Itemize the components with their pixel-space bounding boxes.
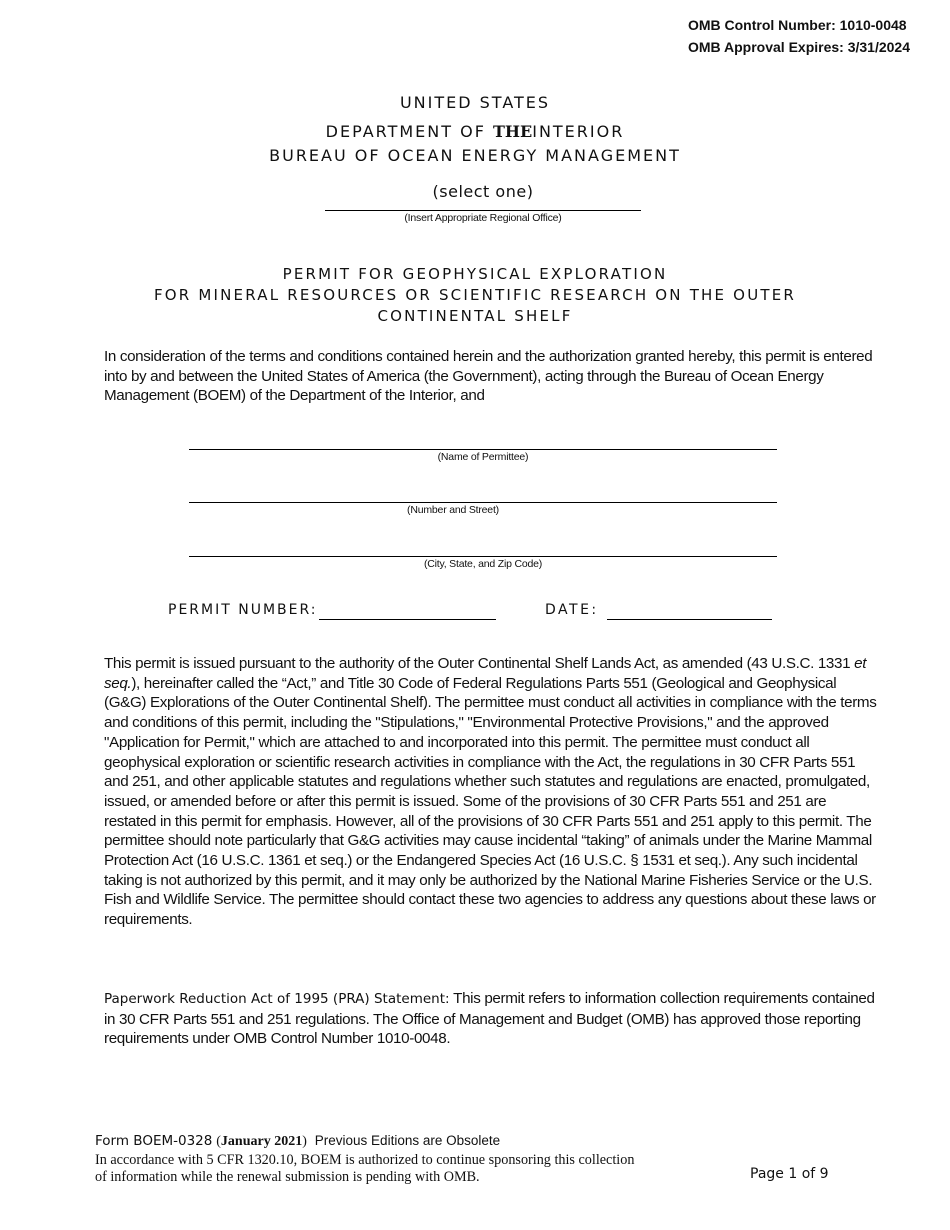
permittee-city-underline — [189, 556, 777, 557]
regional-office-caption: (Insert Appropriate Regional Office) — [404, 212, 562, 224]
renewal-notice: In accordance with 5 CFR 1320.10, BOEM is authorized to continue sponsoring this collection of information while the renewal submission is pending with OMB. — [95, 1152, 635, 1185]
permit-title-line-2: FOR MINERAL RESOURCES OR SCIENTIFIC RESEARCH ON THE OUTER — [153, 286, 797, 304]
permittee-street-caption: (Number and Street) — [407, 504, 499, 516]
permittee-street-underline — [189, 502, 777, 503]
agency-line-2-post: INTERIOR — [532, 122, 625, 141]
agency-line-3: BUREAU OF OCEAN ENERGY MANAGEMENT — [269, 146, 681, 165]
permittee-name-field[interactable] — [189, 430, 777, 449]
permittee-name-underline — [189, 449, 777, 450]
permit-number-field[interactable] — [319, 602, 496, 620]
agency-line-1: UNITED STATES — [399, 93, 551, 112]
pra-statement — [104, 989, 882, 1049]
pra-text: This permit refers to information collection requirements contained in 30 CFR Parts 551 and 251 regulations. The Office of Management and Budget (OMB) has approved those reporting requirements under OMB Control Number 1010-0048. — [104, 990, 875, 1048]
omb-info — [688, 14, 910, 58]
intro-paragraph: In consideration of the terms and conditions contained herein and the authorization granted hereby, this permit is entered into by and between the United States of America (the Government), acting through the Bureau of Ocean Energy Management (BOEM) of the Department of the Interior, and — [104, 348, 873, 405]
agency-line-2-the: THE — [493, 122, 533, 141]
permit-title — [0, 264, 950, 327]
authority-text-2: ), hereinafter called the “Act,” and Title 30 Code of Federal Regulations Parts 551 (Geological and Geophysical (G&G) Explorations of the Outer Continental Shelf). The permittee must conduct all activities in compliance with the terms and conditions of this permit, including the "Stipulations," "Environmental Protective Provisions," and the approved "Application for Permit," which are attached to and incorporated into this permit. The permittee must conduct all geophysical exploration or scientific research activities in compliance with the Act, the regulations in 30 CFR Parts 551 and 251, and other applicable statutes and regulations whether such statutes and regulations are enacted, promulgated, issued, or amended before or after this permit is issued. Some of the provisions of 30 CFR Parts 551 and 251 are restated in this permit for emphasis. However, all of the provisions of 30 CFR Parts 551 and 251 apply to this permit. The permittee should note particularly that G&G activities may cause incidental “taking” of animals under the Marine Mammal Protection Act (16 U.S.C. 1361 et seq.) or the Endangered Species Act (16 U.S.C. § 1531 et seq.). Any such incidental taking is not authorized by this permit, and it may only be authorized by the National Marine Fisheries Service or the U.S. Fish and Wildlife Service. The permittee should contact these two agencies to address any questions about these laws or requirements. — [104, 674, 877, 929]
form-id: Form BOEM-0328 — [95, 1133, 213, 1149]
permittee-city-field[interactable] — [189, 537, 777, 556]
date-label: DATE: — [545, 602, 599, 618]
regional-office-select[interactable]: (select one) — [432, 182, 534, 201]
obsolete-note: Previous Editions are Obsolete — [314, 1133, 501, 1148]
omb-approval-expires: OMB Approval Expires: 3/31/2024 — [687, 39, 910, 55]
permittee-street-field[interactable] — [189, 483, 777, 502]
authority-paragraph — [104, 654, 882, 930]
permit-number-label: PERMIT NUMBER: — [168, 602, 318, 618]
page-number: Page 1 of 9 — [750, 1166, 829, 1182]
pra-heading: Paperwork Reduction Act of 1995 (PRA) Statement: — [104, 991, 450, 1007]
permit-title-line-3: CONTINENTAL SHELF — [377, 307, 573, 325]
form-date: January 2021 — [220, 1134, 303, 1149]
date-field[interactable] — [607, 602, 772, 620]
authority-text-1: This permit is issued pursuant to the authority of the Outer Continental Shelf Lands Act, as amended (43 U.S.C. 1331 — [104, 655, 855, 672]
permittee-city-caption: (City, State, and Zip Code) — [423, 558, 543, 570]
authority-et-seq: et seq. — [104, 655, 867, 692]
permittee-name-caption: (Name of Permittee) — [437, 451, 529, 463]
form-id-line: Form BOEM-0328 (January 2021) Previous Editions are Obsolete — [95, 1133, 501, 1149]
omb-control-number: OMB Control Number: 1010-0048 — [687, 17, 907, 33]
agency-line-2-pre: DEPARTMENT OF — [325, 122, 486, 141]
regional-office-underline — [325, 210, 641, 211]
agency-line-2 — [0, 122, 950, 142]
permit-title-line-1: PERMIT FOR GEOPHYSICAL EXPLORATION — [282, 265, 668, 283]
